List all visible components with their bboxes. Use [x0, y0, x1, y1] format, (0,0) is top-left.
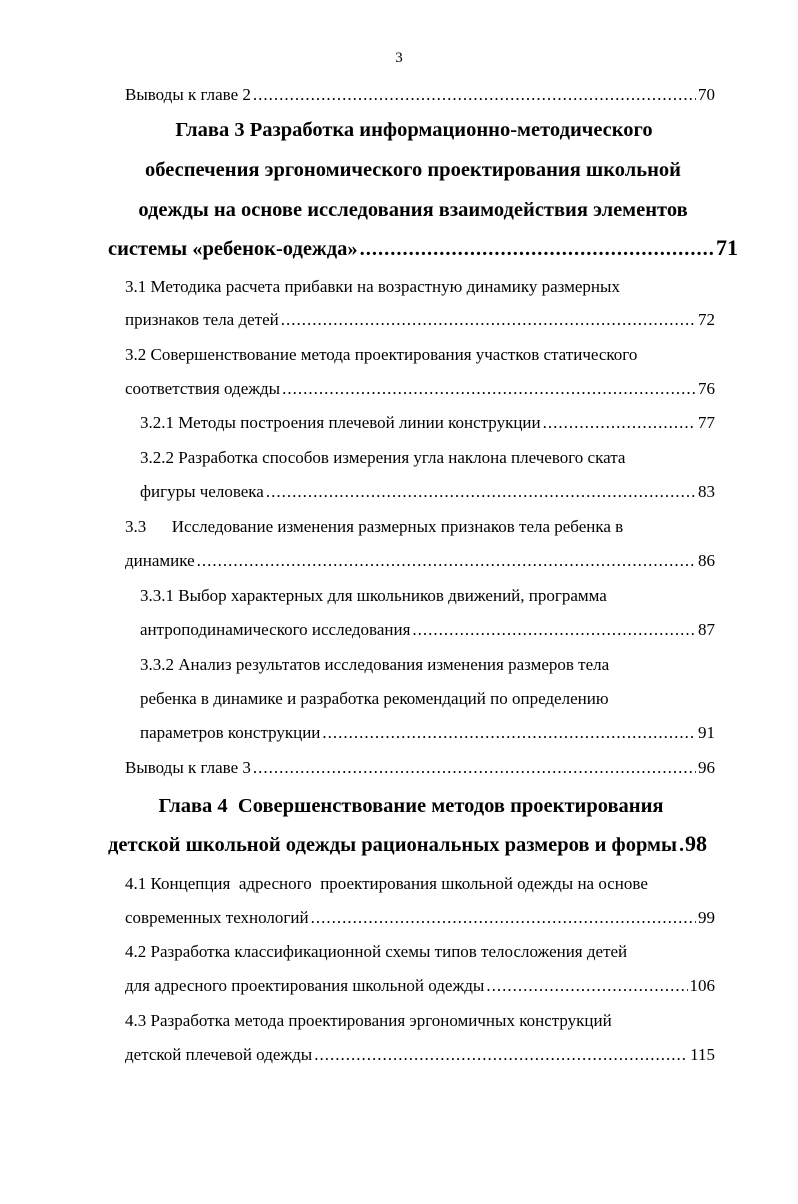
- toc-page-number: 72: [698, 310, 715, 329]
- toc-page-number: 76: [698, 379, 715, 398]
- dot-leader: [314, 1044, 688, 1066]
- toc-page-number: 70: [698, 85, 715, 104]
- toc-page-number: 96: [698, 758, 715, 777]
- toc-entry-chapter-4[interactable]: [108, 830, 738, 859]
- toc-entry-3-1-line-1: 3.1 Методика расчета прибавки на возрастную динамику размерных: [125, 277, 620, 296]
- page-number: 3: [395, 50, 403, 66]
- toc-entry-label: фигуры человека: [140, 482, 264, 501]
- toc-entry-3-2[interactable]: [125, 378, 715, 400]
- dot-leader: [282, 378, 696, 400]
- toc-page-number: 71: [716, 235, 738, 260]
- chapter-3-title-line-4: системы «ребенок-одежда»: [108, 238, 358, 260]
- toc-page-number: 99: [698, 908, 715, 927]
- chapter-4-title-line-2: детской школьной одежды рациональных размеров и формы: [108, 834, 678, 856]
- chapter-3-title-line-1: Глава 3 Разработка информационно-методического: [175, 119, 653, 141]
- toc-entry-3-2-2-line-1: 3.2.2 Разработка способов измерения угла наклона плечевого ската: [140, 448, 626, 467]
- dot-leader: [266, 481, 696, 503]
- toc-entry-4-3[interactable]: [125, 1044, 715, 1066]
- toc-entry-label: 3.2.1 Методы построения плечевой линии конструкции: [140, 413, 541, 432]
- toc-entry-label: Выводы к главе 2: [125, 85, 251, 104]
- toc-page-number: 87: [698, 620, 715, 639]
- toc-page-number: 83: [698, 482, 715, 501]
- dot-leader: [360, 235, 714, 263]
- toc-entry-conclusions-ch2[interactable]: [125, 84, 715, 106]
- dot-leader: [322, 722, 696, 744]
- toc-entry-label: соответствия одежды: [125, 379, 281, 398]
- toc-page-number: 91: [698, 723, 715, 742]
- toc-entry-3-3-1-line-1: 3.3.1 Выбор характерных для школьников движений, программа: [140, 586, 607, 605]
- dot-leader: [311, 907, 696, 929]
- toc-entry-3-1[interactable]: [125, 309, 715, 331]
- toc-entry-3-3-2[interactable]: [140, 722, 715, 744]
- toc-entry-label: Выводы к главе 3: [125, 758, 251, 777]
- dot-leader: [253, 84, 696, 106]
- toc-page-number: 106: [689, 976, 715, 995]
- chapter-4-title-line-1: Глава 4 Совершенствование методов проектирования: [158, 795, 664, 817]
- toc-entry-3-2-1[interactable]: [140, 412, 715, 434]
- toc-entry-3-3-2-line-2: ребенка в динамике и разработка рекомендаций по определению: [140, 689, 609, 708]
- toc-entry-label: детской плечевой одежды: [125, 1045, 313, 1064]
- dot-leader: [281, 309, 696, 331]
- toc-entry-label: антроподинамического исследования: [140, 620, 411, 639]
- dot-leader: [197, 550, 696, 572]
- toc-entry-4-1-line-1: 4.1 Концепция адресного проектирования школьной одежды на основе: [125, 874, 648, 893]
- toc-entry-label: динамике: [125, 551, 195, 570]
- toc-entry-4-1[interactable]: [125, 907, 715, 929]
- toc-page-number: 98: [685, 831, 708, 856]
- toc-entry-chapter-3[interactable]: [108, 234, 738, 263]
- toc-page-number: 115: [690, 1045, 715, 1064]
- dot-leader: [679, 831, 683, 859]
- chapter-3-title-line-2: обеспечения эргономического проектирования школьной: [145, 159, 681, 181]
- toc-entry-conclusions-ch3[interactable]: [125, 757, 715, 779]
- toc-entry-label: параметров конструкции: [140, 723, 321, 742]
- toc-entry-3-3-line-1: 3.3 Исследование изменения размерных признаков тела ребенка в: [125, 517, 624, 536]
- toc-page-number: 77: [698, 413, 715, 432]
- toc-entry-3-3-2-line-1: 3.3.2 Анализ результатов исследования изменения размеров тела: [140, 655, 610, 674]
- toc-entry-4-2-line-1: 4.2 Разработка классификационной схемы типов телосложения детей: [125, 942, 628, 961]
- toc-entry-label: современных технологий: [125, 908, 309, 927]
- dot-leader: [412, 619, 696, 641]
- dot-leader: [543, 412, 696, 434]
- dot-leader: [486, 975, 687, 997]
- toc-entry-label: признаков тела детей: [125, 310, 279, 329]
- toc-entry-3-2-line-1: 3.2 Совершенствование метода проектирования участков статического: [125, 345, 638, 364]
- chapter-3-title-line-3: одежды на основе исследования взаимодействия элементов: [138, 199, 688, 221]
- toc-page-number: 86: [698, 551, 715, 570]
- toc-entry-3-3-1[interactable]: [140, 619, 715, 641]
- toc-entry-3-3[interactable]: [125, 550, 715, 572]
- dot-leader: [253, 757, 696, 779]
- toc-entry-4-3-line-1: 4.3 Разработка метода проектирования эргономичных конструкций: [125, 1011, 612, 1030]
- toc-entry-label: для адресного проектирования школьной одежды: [125, 976, 485, 995]
- toc-entry-4-2[interactable]: [125, 975, 715, 997]
- toc-entry-3-2-2[interactable]: [140, 481, 715, 503]
